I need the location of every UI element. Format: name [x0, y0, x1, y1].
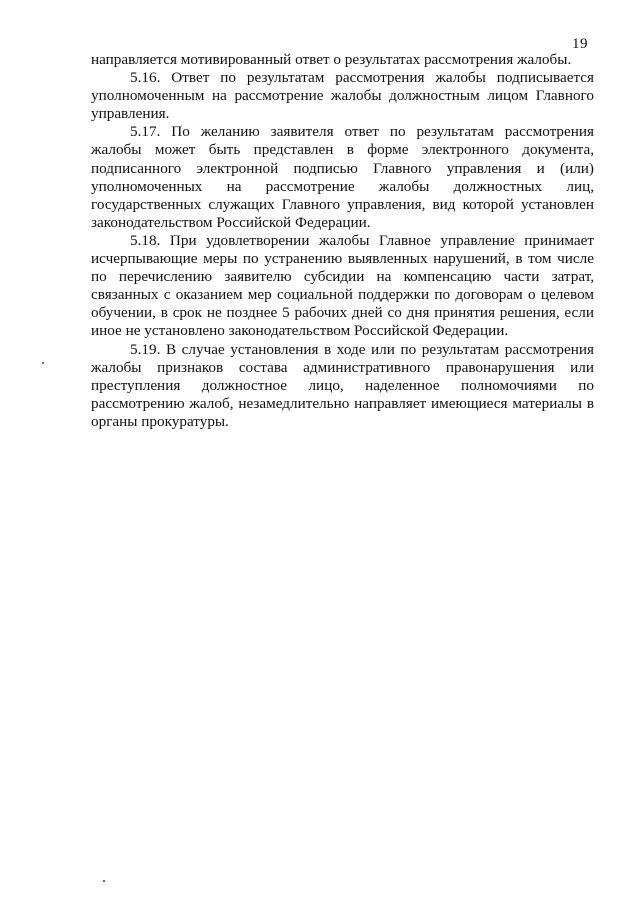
text-line: 5.16. Ответ по результатам рассмотрения жалобы подписывается [130, 69, 594, 87]
text-line: иное не установлено законодательством Российской Федерации. [91, 322, 509, 340]
text-line: преступления должностное лицо, наделенное полномочиями по [91, 376, 594, 394]
body-text [91, 51, 594, 431]
text-line: жалобы признаков состава административного правонарушения или [91, 358, 594, 376]
text-line: государственных служащих Главного управления, вид которой установлен [91, 195, 594, 213]
page-number: 19 [572, 36, 588, 52]
text-line: 5.19. В случае установления в ходе или по результатам рассмотрения [130, 340, 594, 358]
text-line: исчерпывающие меры по устранению выявленных нарушений, в том числе [91, 250, 594, 268]
text-line: направляется мотивированный ответ о результатах рассмотрения жалобы. [91, 51, 572, 68]
text-line: управления. [91, 105, 170, 123]
text-line: рассмотрению жалоб, незамедлительно направляет имеющиеся материалы в [91, 394, 594, 412]
text-line: связанных с оказанием мер социальной поддержки по договорам о целевом [91, 286, 594, 304]
text-line: обучении, в срок не позднее 5 рабочих дней со дня принятия решения, если [91, 304, 594, 322]
text-line: по перечислению заявителю субсидии на компенсацию части затрат, [91, 268, 594, 286]
text-line: подписанного электронной подписью Главного управления и (или) [91, 159, 594, 177]
text-line: 5.17. По желанию заявителя ответ по результатам рассмотрения [130, 123, 594, 141]
text-line: жалобы может быть представлен в форме электронного документа, [91, 141, 594, 159]
text-line: уполномоченных на рассмотрение жалобы должностных лиц, [91, 177, 594, 195]
text-line: законодательством Российской Федерации. [91, 213, 371, 231]
text-line: 5.18. При удовлетворении жалобы Главное управление принимает [130, 231, 594, 249]
text-line: уполномоченным на рассмотрение жалобы должностным лицом Главного [91, 87, 594, 105]
text-line: органы прокуратуры. [91, 412, 229, 430]
scan-speck [103, 880, 105, 882]
scan-speck [42, 362, 44, 364]
